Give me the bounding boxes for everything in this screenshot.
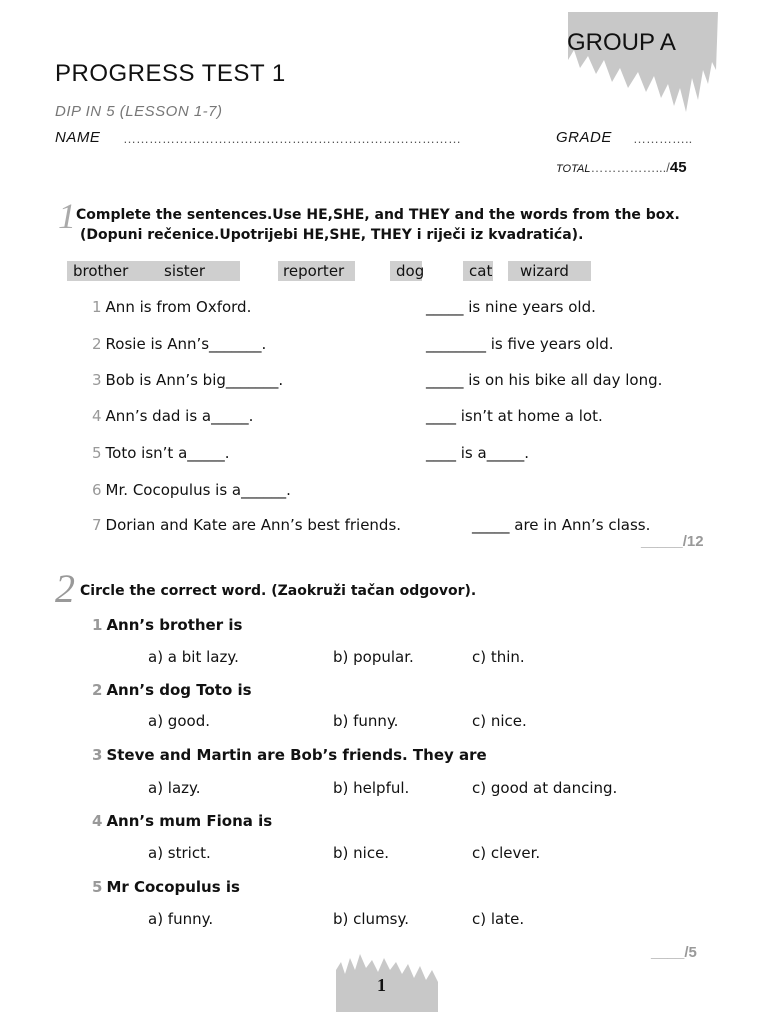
ex1-item-4-right[interactable]: ____ isn’t at home a lot. xyxy=(426,407,603,425)
ex1-item-3-right[interactable]: _____ is on his bike all day long. xyxy=(426,371,663,389)
ex2-q2-option-c[interactable]: c) nice. xyxy=(472,712,527,730)
exercise2-score: ____/5 xyxy=(651,944,697,961)
exercise2-instruction: Circle the correct word. (Zaokruži tačan odgovor). xyxy=(80,583,477,599)
ex2-question-4: 4 Ann’s mum Fiona is xyxy=(92,812,273,830)
ex2-question-5: 5 Mr Cocopulus is xyxy=(92,878,240,896)
box-word-cat: cat xyxy=(463,261,493,281)
page-number: 1 xyxy=(377,975,386,995)
total-label: TOTAL xyxy=(556,163,591,175)
box-word-wizard: wizard xyxy=(508,261,591,281)
ex2-q3-option-c[interactable]: c) good at dancing. xyxy=(472,779,618,797)
grade-label: GRADE xyxy=(556,129,612,146)
ex2-q1-option-c[interactable]: c) thin. xyxy=(472,648,525,666)
total-value: 45 xyxy=(669,159,687,176)
ex1-item-4-left: 4 Ann’s dad is a_____. xyxy=(92,407,254,425)
name-field-dots[interactable]: …………………………………………………………………… xyxy=(123,131,461,146)
box-word-sister: sister xyxy=(158,261,240,281)
ex2-q1-option-b[interactable]: b) popular. xyxy=(333,648,414,666)
grade-field-dots[interactable]: ………….. xyxy=(633,131,693,146)
ex2-q5-option-a[interactable]: a) funny. xyxy=(148,910,214,928)
ex1-item-6-left: 6 Mr. Cocopulus is a______. xyxy=(92,481,291,499)
ex2-q3-option-b[interactable]: b) helpful. xyxy=(333,779,410,797)
ex2-q2-option-b[interactable]: b) funny. xyxy=(333,712,399,730)
ex1-item-1-left: 1 Ann is from Oxford. xyxy=(92,298,252,316)
box-word-dog: dog xyxy=(390,261,422,281)
ex2-q4-option-b[interactable]: b) nice. xyxy=(333,844,390,862)
ex2-q2-option-a[interactable]: a) good. xyxy=(148,712,210,730)
box-word-reporter: reporter xyxy=(278,261,355,281)
ex2-q5-option-b[interactable]: b) clumsy. xyxy=(333,910,409,928)
ex1-item-2-right[interactable]: ________ is five years old. xyxy=(426,335,614,353)
ex2-q1-option-a[interactable]: a) a bit lazy. xyxy=(148,648,239,666)
ex1-item-7-left: 7 Dorian and Kate are Ann’s best friends. xyxy=(92,516,402,534)
ex2-question-3: 3 Steve and Martin are Bob’s friends. They are xyxy=(92,746,487,764)
ex2-q5-option-c[interactable]: c) late. xyxy=(472,910,525,928)
group-banner-shape xyxy=(566,12,720,114)
ex2-question-2: 2 Ann’s dog Toto is xyxy=(92,681,252,699)
exercise1-instruction: Complete the sentences.Use HE,SHE, and THEY and the words from the box. xyxy=(76,207,680,223)
box-word-brother: brother xyxy=(67,261,161,281)
ex2-question-1: 1 Ann’s brother is xyxy=(92,616,243,634)
ex1-item-5-left: 5 Toto isn’t a_____. xyxy=(92,444,230,462)
exercise1-instruction-local: (Dopuni rečenice.Upotrijebi HE,SHE, THEY i riječi iz kvadratića). xyxy=(80,227,584,243)
ex2-q3-option-a[interactable]: a) lazy. xyxy=(148,779,201,797)
ex2-q4-option-c[interactable]: c) clever. xyxy=(472,844,541,862)
ex1-item-3-left: 3 Bob is Ann’s big_______. xyxy=(92,371,284,389)
ex1-item-2-left: 2 Rosie is Ann’s_______. xyxy=(92,335,267,353)
ex1-item-5-right[interactable]: ____ is a_____. xyxy=(426,444,529,462)
total-dots: …………….../ xyxy=(590,160,670,175)
ex1-item-1-right[interactable]: _____ is nine years old. xyxy=(426,298,596,316)
total-line xyxy=(556,157,687,176)
page-subtitle: DIP IN 5 (LESSON 1-7) xyxy=(55,103,223,120)
ex1-item-7-right[interactable]: _____ are in Ann’s class. xyxy=(472,516,651,534)
exercise2-number: 2 xyxy=(55,566,75,611)
ex2-q4-option-a[interactable]: a) strict. xyxy=(148,844,211,862)
group-label: GROUP A xyxy=(567,29,676,56)
page-number-shape xyxy=(336,952,438,1012)
name-label: NAME xyxy=(55,129,101,146)
page-title: PROGRESS TEST 1 xyxy=(55,60,286,87)
exercise1-number: 1 xyxy=(58,196,76,236)
exercise1-score: _____/12 xyxy=(641,533,704,550)
